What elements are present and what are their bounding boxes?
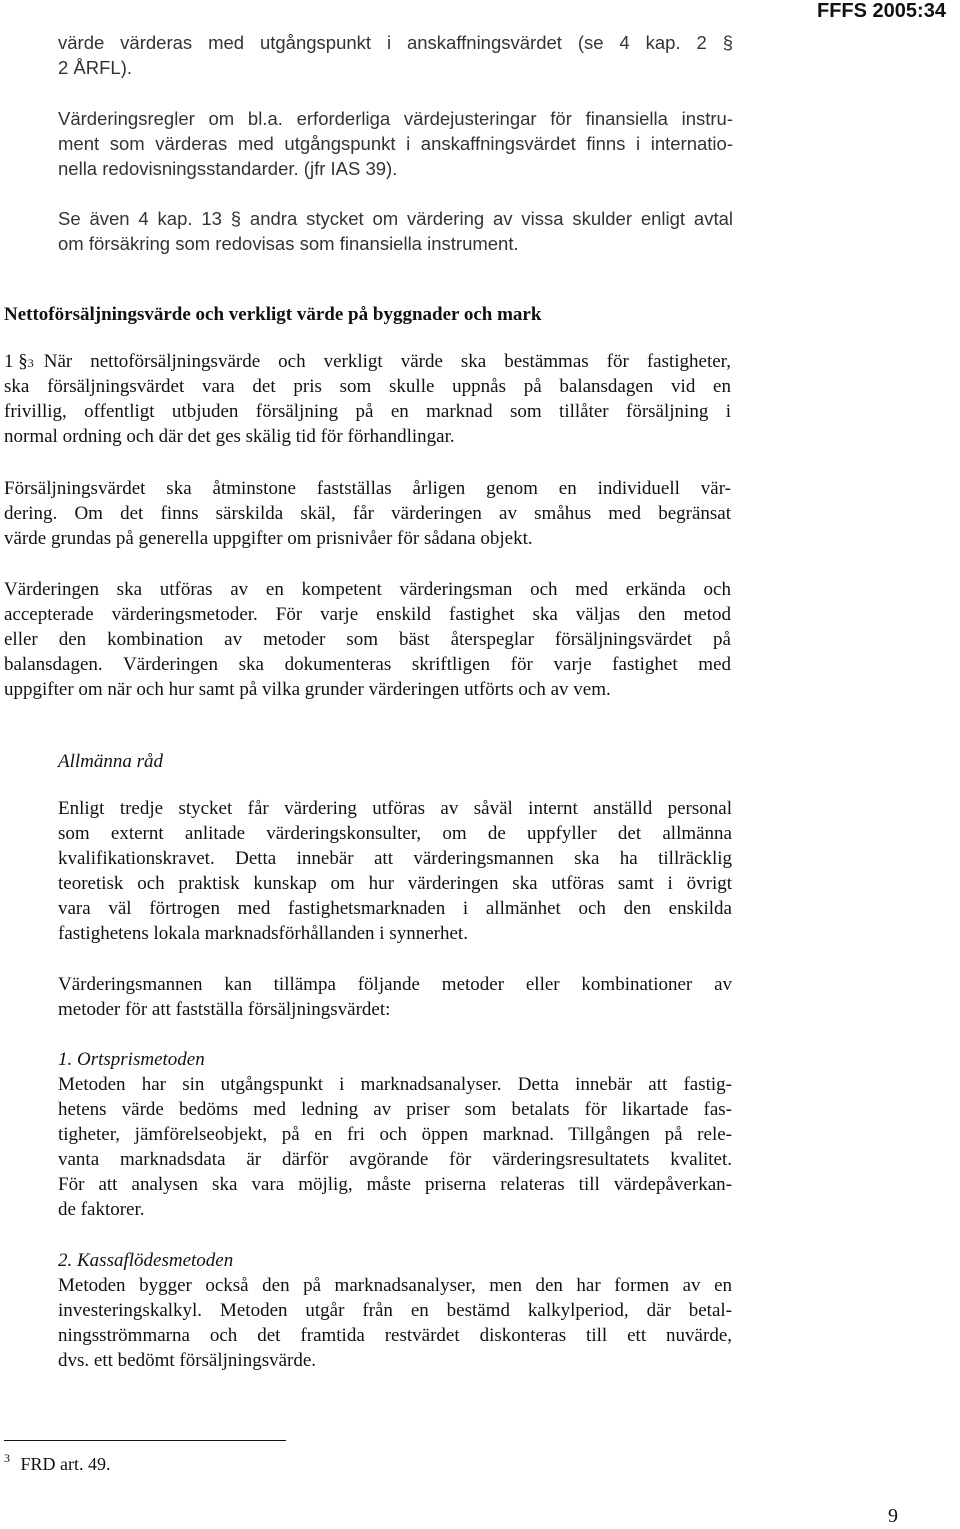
footnote-text: FRD art. 49. [20, 1454, 111, 1474]
method-line: tigheter, jämförelseobjekt, på en fri och öppen marknad. Tillgången på rele- [58, 1124, 732, 1145]
method-title: 1. Ortsprismetoden [58, 1049, 205, 1070]
section-line: accepterade värderingsmetoder. För varje enskild fastighet ska väljas den metod [4, 604, 731, 625]
method-line: hetens värde bedöms med ledning av priser som betalats för likartade fas- [58, 1099, 732, 1120]
method-line: dvs. ett bedömt försäljningsvärde. [58, 1350, 317, 1371]
section-heading: Nettoförsäljningsvärde och verkligt värde på byggnader och mark [4, 304, 542, 325]
advice-line: metoder för att fastställa försäljningsvärdet: [58, 999, 391, 1020]
section-line: Försäljningsvärdet ska åtminstone fastställas årligen genom en individuell vär- [4, 478, 731, 499]
advice-line: fastighetens lokala marknadsförhållanden i synnerhet. [58, 923, 468, 944]
advice-line: teoretisk och praktisk kunskap om hur värderingen ska utföras samt i övrigt [58, 873, 732, 894]
intro-line: ment som värderas med utgångspunkt i anskaffningsvärdet finns i internatio- [58, 133, 733, 154]
section-line: värde grundas på generella uppgifter om prisnivåer för sådana objekt. [4, 528, 533, 549]
section-line: ska försäljningsvärdet vara det pris som skulle uppnås på balansdagen vid en [4, 376, 731, 397]
paragraph-marker: 1 § [4, 351, 28, 372]
advice-line: kvalifikationskravet. Detta innebär att värderingsmannen ska ha tillräcklig [58, 848, 732, 869]
method-line: investeringskalkyl. Metoden utgår från en bestämd kalkylperiod, där betal- [58, 1300, 732, 1321]
section-line: uppgifter om när och hur samt på vilka grunder värderingen utförts och av vem. [4, 679, 611, 700]
paragraph-first-line: 1 § 3 När nettoförsäljningsvärde och verkligt värde ska bestämmas för fastigheter, [4, 351, 731, 372]
document-code: FFFS 2005:34 [817, 0, 946, 22]
section-line: När nettoförsäljningsvärde och verkligt värde ska bestämmas för fastigheter, [43, 351, 731, 372]
advice-heading: Allmänna råd [58, 751, 164, 772]
method-line: vanta marknadsdata är därför avgörande för värderingsresultatets kvalitet. [58, 1149, 732, 1170]
advice-line: Enligt tredje stycket får värdering utföras av såväl internt anställd personal [58, 798, 732, 819]
method-line: ningsströmmarna och det framtida restvärdet diskonteras till ett nuvärde, [58, 1325, 732, 1346]
section-line: normal ordning och där det ges skälig tid för förhandlingar. [4, 426, 455, 447]
advice-line: som externt anlitade värderingskonsulter, om de uppfyller det allmänna [58, 823, 732, 844]
footnote-number: 3 [4, 1451, 10, 1465]
footnote [4, 1452, 111, 1477]
section-line: eller den kombination av metoder som bäst återspeglar försäljningsvärdet på [4, 629, 731, 650]
method-line: Metoden bygger också den på marknadsanalyser, men den har formen av en [58, 1275, 732, 1296]
method-title: 2. Kassaflödesmetoden [58, 1250, 234, 1271]
intro-line: värde värderas med utgångspunkt i anskaffningsvärdet (se 4 kap. 2 § [58, 32, 733, 53]
footnote-rule [4, 1440, 286, 1441]
section-line: Värderingen ska utföras av en kompetent värderingsman och med erkända och [4, 579, 731, 600]
method-line: För att analysen ska vara möjlig, måste priserna relateras till värdepåverkan- [58, 1174, 732, 1195]
section-line: dering. Om det finns särskilda skäl, får värderingen av småhus med begränsat [4, 503, 731, 524]
page-number: 9 [888, 1505, 898, 1527]
intro-line: nella redovisningsstandarder. (jfr IAS 39). [58, 158, 398, 179]
advice-line: vara väl förtrogen med fastighetsmarknaden i allmänhet och den enskilda [58, 898, 732, 919]
intro-line: 2 ÅRFL). [58, 57, 133, 78]
advice-line: Värderingsmannen kan tillämpa följande metoder eller kombinationer av [58, 974, 732, 995]
section-line: frivillig, offentligt utbjuden försäljning på en marknad som tillåter försäljning i [4, 401, 731, 422]
intro-line: Se även 4 kap. 13 § andra stycket om värdering av vissa skulder enligt avtal [58, 208, 733, 229]
method-line: Metoden har sin utgångspunkt i marknadsanalyser. Detta innebär att fastig- [58, 1074, 732, 1095]
intro-line: om försäkring som redovisas som finansiella instrument. [58, 233, 519, 254]
method-line: de faktorer. [58, 1199, 145, 1220]
section-line: balansdagen. Värderingen ska dokumenteras skriftligen för varje fastighet med [4, 654, 731, 675]
intro-line: Värderingsregler om bl.a. erforderliga värdejusteringar för finansiella instru- [58, 108, 733, 129]
